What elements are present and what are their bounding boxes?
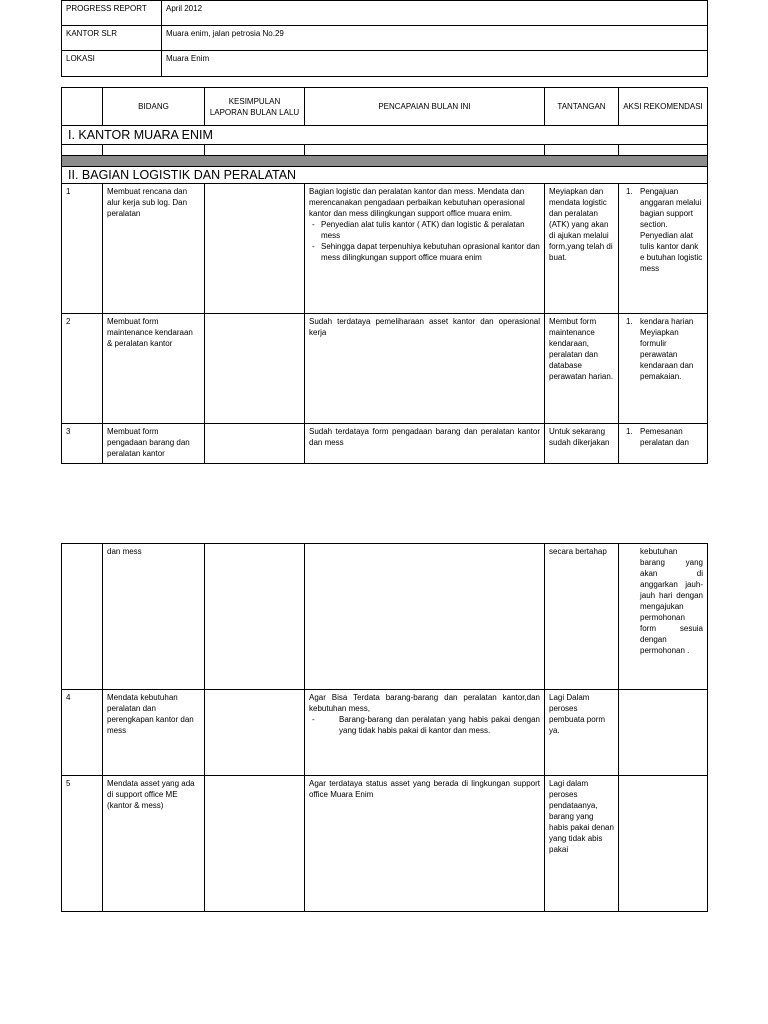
row-aksi	[619, 690, 708, 776]
pencapaian-item: - Sehingga dapat terpenuhiya kebutuhan oprasional kantor dan mess dilingkungan support office muara enim	[309, 241, 540, 263]
section-title-kantor: I. KANTOR MUARA ENIM	[62, 126, 708, 145]
aksi-item	[623, 186, 703, 274]
row-kesimpulan	[205, 184, 305, 314]
aksi-item	[623, 316, 703, 382]
row-kesimpulan	[205, 690, 305, 776]
row-aksi	[619, 424, 708, 464]
info-label-kantor: KANTOR SLR	[62, 26, 162, 51]
pencapaian-item: - Penyedian alat tulis kantor ( ATK) dan logistic & peralatan mess	[309, 219, 540, 241]
pencapaian-text: Bagian logistic dan peralatan kantor dan mess. Mendata dan merencanakan pengadaan perbaikan kebutuhan operasional kantor dan mess dilingkungan support office muara enim.	[309, 187, 525, 218]
row-number: 1	[62, 184, 103, 314]
pencapaian-text: Sudah terdataya pemeliharaan asset kantor dan operasional kerja	[309, 317, 540, 337]
pencapaian-text: Sudah terdataya form pengadaan barang dan peralatan kantor dan mess	[309, 427, 540, 447]
row-kesimpulan	[205, 424, 305, 464]
report-table-continued	[61, 543, 708, 912]
row-tantangan: Lagi dalam peroses pendataanya, barang yang habis pakai denan yang tidak abis pakai	[545, 776, 619, 912]
section-title-logistik: II. BAGIAN LOGISTIK DAN PERALATAN	[62, 167, 708, 184]
table-row	[62, 690, 708, 776]
info-label-progress: PROGRESS REPORT	[62, 1, 162, 26]
table-row	[62, 314, 708, 424]
row-tantangan: Untuk sekarang sudah dikerjakan	[545, 424, 619, 464]
row-tantangan: secara bertahap	[545, 544, 619, 690]
pencapaian-item: - Barang-barang dan peralatan yang habis pakai dengan yang tidak habis pakai di kantor dan mess.	[309, 714, 540, 736]
row-aksi	[619, 184, 708, 314]
row-kesimpulan	[205, 544, 305, 690]
row-tantangan: Lagi Dalam peroses pembuata porm ya.	[545, 690, 619, 776]
aksi-text: kebutuhan barang yang akan di anggarkan jauh-jauh hari dengan mengajukan permohonan form sesuia dengan permohonan .	[640, 547, 703, 655]
info-value-kantor: Muara enim, jalan petrosia No.29	[162, 26, 708, 51]
header-kesimpulan: KESIMPULAN LAPORAN BULAN LALU	[205, 88, 305, 126]
table-row	[62, 184, 708, 314]
header-bidang: BIDANG	[103, 88, 205, 126]
info-value-lokasi: Muara Enim	[162, 51, 708, 77]
table-row	[62, 776, 708, 912]
row-pencapaian	[305, 424, 545, 464]
row-kesimpulan	[205, 314, 305, 424]
header-tantangan: TANTANGAN	[545, 88, 619, 126]
row-bidang: dan mess	[103, 544, 205, 690]
row-pencapaian	[305, 690, 545, 776]
aksi-text: kendara harian Meyiapkan formulir perawatan kendaraan dan pemakaian.	[640, 317, 694, 381]
row-aksi	[619, 314, 708, 424]
row-aksi	[619, 544, 708, 690]
row-kesimpulan	[205, 776, 305, 912]
blank-cell	[103, 145, 205, 156]
info-label-lokasi: LOKASI	[62, 51, 162, 77]
row-aksi	[619, 776, 708, 912]
header-aksi: AKSI REKOMENDASI	[619, 88, 708, 126]
blank-cell	[205, 145, 305, 156]
header-no	[62, 88, 103, 126]
blank-cell	[545, 145, 619, 156]
aksi-number: 1.	[626, 317, 633, 326]
row-bidang: Mendata asset yang ada di support office ME (kantor & mess)	[103, 776, 205, 912]
row-pencapaian	[305, 544, 545, 690]
pencapaian-text: Agar Bisa Terdata barang-barang dan peralatan kantor,dan kebutuhan mess,	[309, 693, 540, 713]
row-tantangan: Membut form maintenance kendaraan, peralatan dan database perawatan harian.	[545, 314, 619, 424]
header-pencapaian: PENCAPAIAN BULAN INI	[305, 88, 545, 126]
row-pencapaian	[305, 776, 545, 912]
row-number: 4	[62, 690, 103, 776]
blank-cell	[619, 145, 708, 156]
row-number: 5	[62, 776, 103, 912]
row-tantangan: Meyiapkan dan mendata logistic dan peralatan (ATK) yang akan di ajukan melalui form,yang telah di buat.	[545, 184, 619, 314]
pencapaian-text: Agar terdataya status asset yang berada di lingkungan support office Muara Enim	[309, 779, 540, 799]
row-pencapaian	[305, 184, 545, 314]
row-bidang: Membuat rencana dan alur kerja sub log. Dan peralatan	[103, 184, 205, 314]
row-bidang: Mendata kebutuhan peralatan dan perengkapan kantor dan mess	[103, 690, 205, 776]
aksi-number: 1.	[626, 427, 633, 436]
row-number: 3	[62, 424, 103, 464]
row-bidang: Membuat form maintenance kendaraan & peralatan kantor	[103, 314, 205, 424]
row-number: 2	[62, 314, 103, 424]
info-value-progress: April 2012	[162, 1, 708, 26]
report-table	[61, 87, 708, 464]
aksi-number: 1.	[626, 187, 633, 196]
info-table	[61, 0, 708, 77]
blank-cell	[305, 145, 545, 156]
table-row	[62, 544, 708, 690]
row-number	[62, 544, 103, 690]
aksi-text: Pengajuan anggaran melalui bagian support section. Penyedian alat tulis kantor dank e butuhan logistic mess	[640, 187, 703, 273]
row-bidang: Membuat form pengadaan barang dan peralatan kantor	[103, 424, 205, 464]
aksi-item	[623, 426, 703, 448]
table-row	[62, 424, 708, 464]
aksi-text: Pemesanan peralatan dan	[640, 427, 689, 447]
row-pencapaian	[305, 314, 545, 424]
blank-cell	[62, 145, 103, 156]
section-divider	[62, 156, 708, 167]
